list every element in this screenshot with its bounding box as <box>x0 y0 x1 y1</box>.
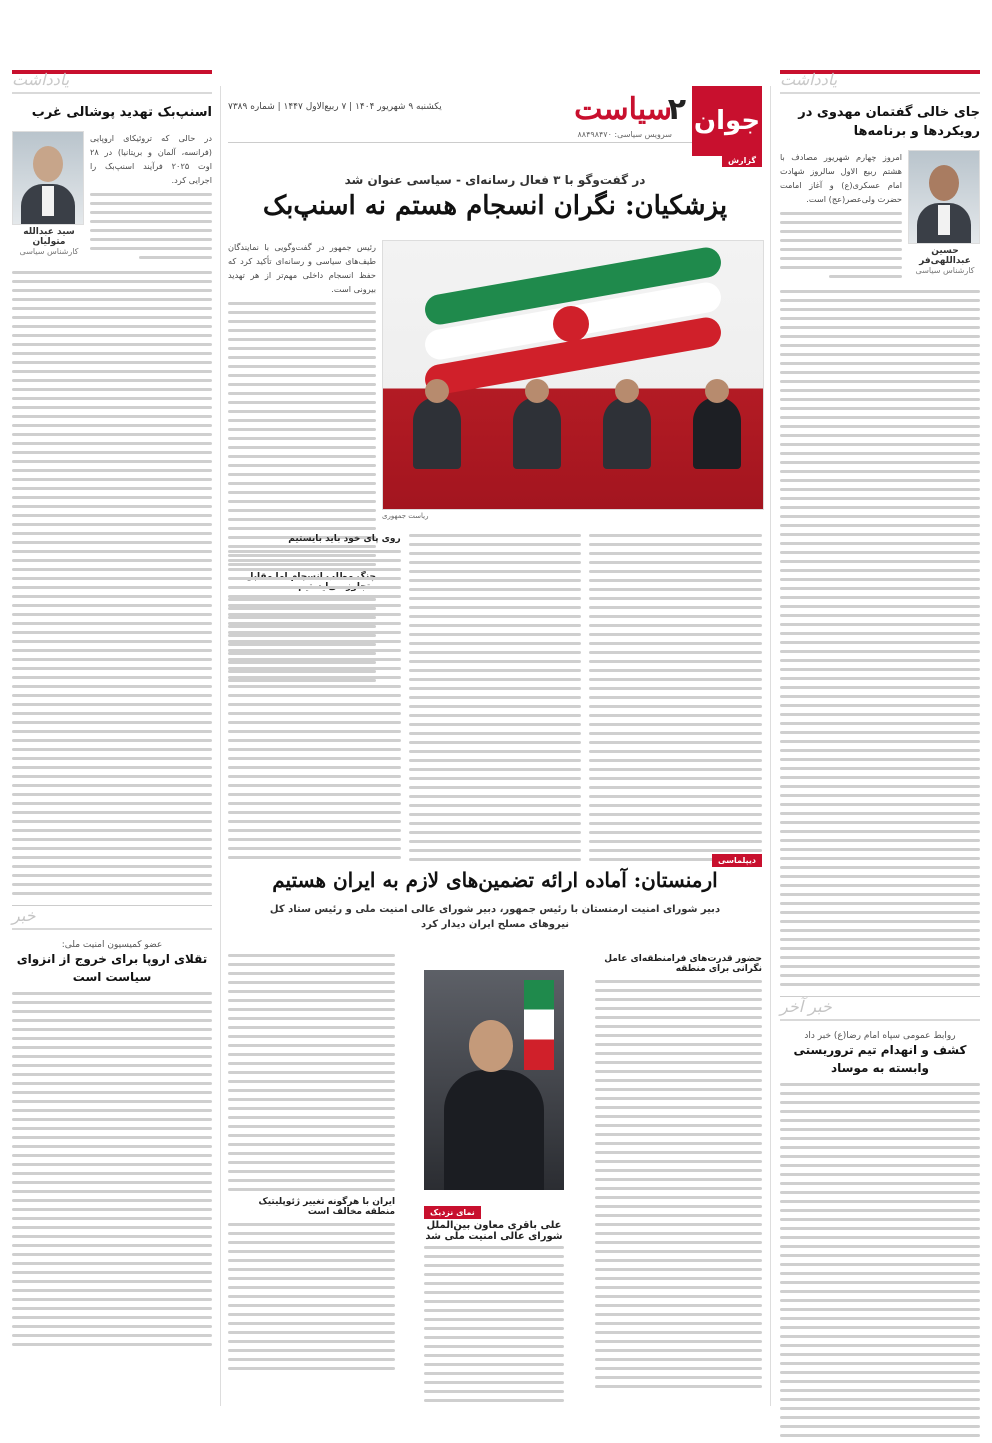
left-khabar <box>12 940 212 1346</box>
text-lines <box>409 528 582 867</box>
main-body-row <box>228 528 762 867</box>
main-headline: پزشکیان: نگران انسجام هستم نه اسنپ‌بک <box>262 191 728 221</box>
report-tag: گزارش <box>722 154 762 167</box>
text-lines <box>595 980 762 1388</box>
page-number: ۲ <box>667 92 686 127</box>
hero-photo <box>382 240 764 510</box>
author-role: کارشناس سیاسی <box>19 246 79 256</box>
left-khabar-banner: خبر <box>12 905 212 930</box>
text-lines <box>780 1083 980 1437</box>
right-khabar <box>780 1031 980 1437</box>
column-divider <box>220 86 221 1406</box>
armenia-official-photo <box>424 970 564 1190</box>
close-view-tag: نمای نزدیک <box>424 1200 481 1219</box>
photo-caption: ریاست جمهوری <box>382 512 429 520</box>
author-role: کارشناس سیاسی <box>915 265 975 275</box>
right-khabar-banner: خبر آخر <box>780 996 980 1021</box>
left-banner: یادداشت <box>12 70 212 94</box>
main-column <box>228 148 762 1408</box>
text-lines <box>228 550 401 859</box>
left-author-box <box>12 131 212 265</box>
text-lines <box>780 290 980 986</box>
text-lines <box>228 302 376 566</box>
khabar-kicker: روابط عمومی سپاه امام رضا(ع) خبر داد <box>804 1031 956 1042</box>
text-col <box>228 948 395 1394</box>
khabar-title: کشف و انهدام تیم تروریستی وابسته به موساد <box>793 1043 967 1076</box>
right-para: امروز چهارم شهریور مصادف با هشتم ربیع الاول سالروز شهادت امام عسکری(ع) و آغاز امامت حضرت ولی‌عصر(عج) است. <box>780 151 902 205</box>
right-banner: یادداشت <box>780 70 980 94</box>
text-lines <box>424 1240 564 1408</box>
service-phone: سرویس سیاسی: ۸۸۴۹۸۴۷۰ <box>577 130 672 139</box>
author-name: حسین عبداللهی‌فر <box>919 245 971 266</box>
right-column-title: جای خالی گفتمان مهدوی در رویکردها و برنامه‌ها <box>798 105 980 139</box>
left-column <box>12 70 212 1352</box>
armenia-headline: ارمنستان: آماده ارائه تضمین‌های لازم به ایران هستیم <box>272 868 718 892</box>
author-photo <box>12 131 84 225</box>
masthead <box>228 86 762 143</box>
left-para: در حالی که تروئیکای اروپایی (فرانسه، آلمان و بریتانیا) در ۲۸ اوت ۲۰۲۵ فرآیند اسنپ‌بک را اجرایی کرد. <box>90 132 212 186</box>
left-column-title: اسنپ‌بک تهدید پوشالی غرب <box>31 105 212 120</box>
main-kicker: در گفت‌وگو با ۳ فعال رسانه‌ای - سیاسی عنوان شد <box>344 173 646 187</box>
author-photo <box>908 150 980 244</box>
right-column <box>780 70 980 1443</box>
khabar-kicker: عضو کمیسیون امنیت ملی: <box>61 940 163 951</box>
arm-subhead-3: ایران با هرگونه تغییر ژئوپلیتیک منطقه مخالف است <box>258 1197 396 1217</box>
close-view-title: علی باقری معاون بین‌الملل شورای عالی امنیت ملی شد <box>425 1220 563 1242</box>
text-col <box>595 948 762 1394</box>
diplomacy-tag: دیپلماسی <box>712 848 762 867</box>
author-card <box>908 150 980 275</box>
text-col <box>228 528 401 867</box>
subhead-2: روی پای خود باید بایستیم <box>288 534 401 544</box>
right-author-box <box>780 150 980 284</box>
khabar-title: تقلای اروپا برای خروج از انزوای سیاست است <box>16 952 208 985</box>
author-card <box>12 131 84 256</box>
lead-para: رئیس جمهور در گفت‌وگویی با نمایندگان طیف‌های سیاسی و رسانه‌ای تأکید کرد که حفظ انسجام داخلی مهم‌تر از هر تهدید بیرونی است. <box>228 242 376 295</box>
text-lines <box>228 954 395 1191</box>
author-name: سید عبدالله متولیان <box>23 226 75 247</box>
javan-logo: جوان <box>692 86 762 156</box>
text-lines <box>90 193 212 259</box>
siasat-logo: سیاست <box>574 92 672 127</box>
column-divider <box>770 86 771 1406</box>
armenia-subheadline: دبیر شورای امنیت ارمنستان با رئیس جمهور، دبیر شورای عالی امنیت ملی و رئیس ستاد کل نیروهای مسلح ایران دیدار کرد <box>269 904 721 930</box>
issue-meta: یکشنبه ۹ شهریور ۱۴۰۴ | ۷ ربیع‌الاول ۱۴۴۷ | شماره ۷۳۸۹ <box>228 102 442 112</box>
text-lines <box>780 212 902 278</box>
text-lines <box>589 528 762 867</box>
text-lines <box>12 271 212 895</box>
text-lines <box>12 992 212 1346</box>
meeting-people <box>403 379 743 469</box>
text-lines <box>228 1223 395 1370</box>
arm-subhead-2: حضور قدرت‌های فرامنطقه‌ای عامل نگرانی برای منطقه <box>604 954 762 974</box>
